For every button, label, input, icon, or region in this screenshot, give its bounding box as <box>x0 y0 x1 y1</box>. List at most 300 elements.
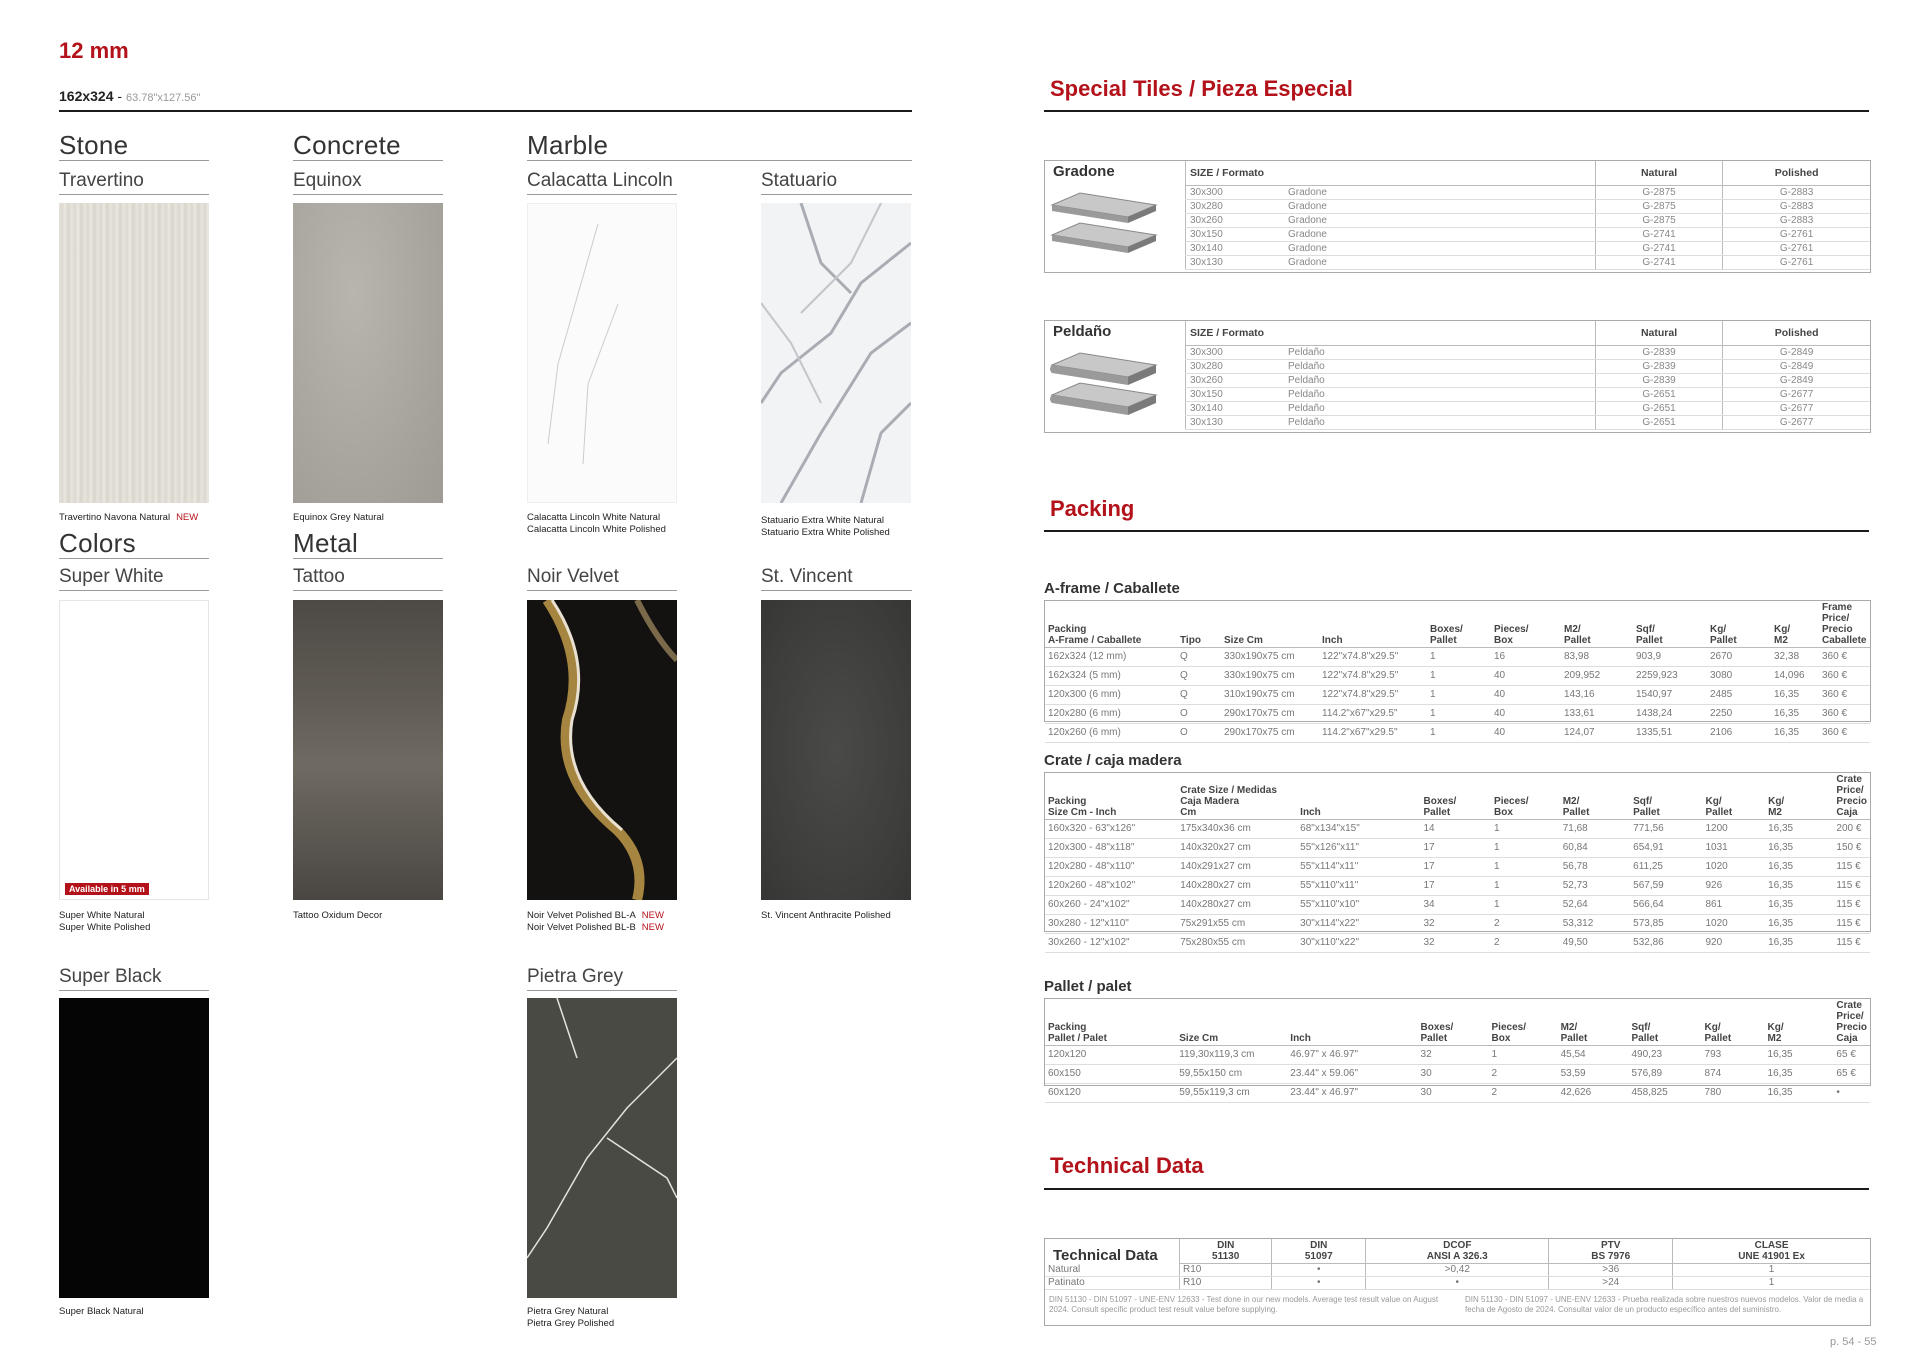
page-number: p. 54 - 55 <box>1830 1336 1877 1348</box>
table-cell: 458,825 <box>1629 1084 1702 1103</box>
table-row <box>1045 839 1870 858</box>
table-cell: 56,78 <box>1560 858 1630 877</box>
table-cell: 32 <box>1421 934 1492 953</box>
table-cell: 567,59 <box>1630 877 1702 896</box>
table-cell: Peldaño <box>1284 374 1595 388</box>
divider <box>59 160 209 161</box>
header-line: Pallet <box>1420 1033 1448 1044</box>
table-cell: 32 <box>1418 1046 1489 1065</box>
table-row <box>1186 346 1871 360</box>
peldano-step-icon <box>1050 351 1158 423</box>
table-cell: 52,64 <box>1560 896 1630 915</box>
format-divider <box>59 110 912 112</box>
table-cell: 30x300 <box>1186 346 1285 360</box>
table-cell: 59,55x150 cm <box>1176 1065 1287 1084</box>
table-cell: 55"x110"x11" <box>1297 877 1420 896</box>
caption-line: Calacatta Lincoln White Natural <box>527 512 661 523</box>
table-cell: G-2761 <box>1723 242 1870 256</box>
table-cell: 2670 <box>1707 648 1771 667</box>
header-line: Boxes/ <box>1420 1022 1454 1033</box>
header-line: Size Cm - Inch <box>1048 807 1117 818</box>
divider <box>761 590 912 591</box>
header-line: Pieces/ <box>1494 624 1529 635</box>
table-cell: 1 <box>1489 1046 1558 1065</box>
table-cell: 903,9 <box>1633 648 1707 667</box>
column-header <box>1549 1239 1673 1264</box>
table-row <box>1045 1264 1870 1277</box>
table-cell: 14,096 <box>1771 667 1819 686</box>
table-cell: 30"x110"x22" <box>1297 934 1420 953</box>
tech-box-title: Technical Data <box>1053 1247 1158 1264</box>
crate-title: Crate / caja madera <box>1044 752 1182 769</box>
table-cell: 532,86 <box>1630 934 1702 953</box>
divider <box>293 558 443 559</box>
tile-name-noir-velvet: Noir Velvet <box>527 566 619 587</box>
table-cell: 1 <box>1427 648 1491 667</box>
table-cell: 2 <box>1491 915 1560 934</box>
column-header <box>1819 601 1870 648</box>
table-row <box>1186 374 1871 388</box>
table-cell: Gradone <box>1284 214 1595 228</box>
table-row <box>1186 388 1871 402</box>
header-line: Sqf/ <box>1636 624 1655 635</box>
table-cell: 75x291x55 cm <box>1177 915 1297 934</box>
tile-image-tattoo <box>293 600 443 900</box>
table-cell: 122"x74.8"x29.5" <box>1319 648 1427 667</box>
table-cell: 30x260 <box>1186 214 1285 228</box>
caption-statuario <box>761 515 890 539</box>
new-badge: NEW <box>176 512 199 523</box>
table-cell: G-2651 <box>1595 416 1722 430</box>
table-cell: Peldaño <box>1284 402 1595 416</box>
header-natural: Natural <box>1595 321 1722 346</box>
header-line: Box <box>1491 1033 1511 1044</box>
table-cell: 120x120 <box>1045 1046 1176 1065</box>
divider <box>59 590 209 591</box>
table-cell: 1 <box>1673 1264 1870 1277</box>
table-row <box>1186 228 1871 242</box>
column-header <box>1491 773 1560 820</box>
table-cell: 30x140 <box>1186 402 1285 416</box>
table-cell: 2 <box>1491 934 1560 953</box>
caption-line: Super White Natural <box>59 910 145 921</box>
table-cell: 115 € <box>1833 896 1870 915</box>
marble-veins-icon <box>761 203 911 503</box>
special-divider <box>1044 110 1869 112</box>
header-line: Box <box>1494 635 1513 646</box>
table-cell: 771,56 <box>1630 820 1702 839</box>
column-header <box>1177 601 1221 648</box>
header-line: DCOF <box>1443 1240 1472 1251</box>
column-header <box>1427 601 1491 648</box>
header-line: UNE 41901 Ex <box>1738 1251 1805 1262</box>
header-line: Sqf/ <box>1631 1022 1651 1033</box>
caption-line: Statuario Extra White Polished <box>761 527 890 538</box>
divider <box>293 590 443 591</box>
table-cell: 140x280x27 cm <box>1177 877 1297 896</box>
table-cell: 30x280 - 12"x110" <box>1045 915 1177 934</box>
table-cell: 46.97" x 46.97" <box>1287 1046 1417 1065</box>
packing-title: Packing <box>1050 496 1135 521</box>
table-cell: 1438,24 <box>1633 705 1707 724</box>
table-row <box>1045 820 1870 839</box>
table-cell: G-2677 <box>1723 402 1870 416</box>
column-header <box>1045 999 1176 1046</box>
table-cell: 55"x114"x11" <box>1297 858 1420 877</box>
table-cell: 60x120 <box>1045 1084 1176 1103</box>
table-cell: 2485 <box>1707 686 1771 705</box>
table-cell: 16,35 <box>1771 705 1819 724</box>
header-line: BS 7976 <box>1591 1251 1631 1262</box>
table-cell: G-2651 <box>1595 402 1722 416</box>
table-cell: 160x320 - 63"x126" <box>1045 820 1177 839</box>
table-cell: 162x324 (12 mm) <box>1045 648 1177 667</box>
table-cell: 55"x110"x10" <box>1297 896 1420 915</box>
peldano-table <box>1185 321 1870 430</box>
category-colors: Colors <box>59 528 136 558</box>
table-cell: 55"x126"x11" <box>1297 839 1420 858</box>
header-size: SIZE / Formato <box>1186 321 1596 346</box>
table-cell: 17 <box>1421 858 1492 877</box>
table-cell: 175x340x36 cm <box>1177 820 1297 839</box>
tile-image-calacatta <box>527 203 677 503</box>
table-cell: 30 <box>1418 1065 1489 1084</box>
table-cell: G-2883 <box>1723 214 1870 228</box>
table-cell: 360 € <box>1819 705 1870 724</box>
table-cell: 861 <box>1702 896 1765 915</box>
column-header <box>1833 773 1870 820</box>
column-header <box>1833 999 1870 1046</box>
column-header <box>1297 773 1420 820</box>
divider <box>761 194 912 195</box>
header-size: SIZE / Formato <box>1186 161 1596 186</box>
header-line: Kg/ <box>1774 624 1791 635</box>
table-row <box>1186 256 1871 270</box>
peldano-title: Peldaño <box>1053 323 1112 340</box>
caption-line: Super White Polished <box>59 922 151 933</box>
header-line: Crate Price/ <box>1836 1000 1864 1022</box>
table-cell: G-2741 <box>1595 242 1722 256</box>
caption-line: Noir Velvet Polished BL-B <box>527 922 636 933</box>
special-tiles-title: Special Tiles / Pieza Especial <box>1050 76 1353 101</box>
column-header <box>1366 1239 1549 1264</box>
column-header <box>1272 1239 1366 1264</box>
table-cell: 34 <box>1421 896 1492 915</box>
column-header <box>1561 601 1633 648</box>
table-cell: 2 <box>1489 1065 1558 1084</box>
category-concrete: Concrete <box>293 130 401 160</box>
table-cell: 16,35 <box>1765 934 1833 953</box>
header-line: M2 <box>1767 1033 1782 1044</box>
table-cell: 60x150 <box>1045 1065 1176 1084</box>
table-cell: 1020 <box>1702 858 1765 877</box>
table-cell: 120x300 (6 mm) <box>1045 686 1177 705</box>
table-cell: G-2875 <box>1595 200 1722 214</box>
table-cell: G-2849 <box>1723 374 1870 388</box>
table-row <box>1186 416 1871 430</box>
format-inch: 63.78"x127.56" <box>125 92 201 104</box>
table-cell: G-2651 <box>1595 388 1722 402</box>
header-line: Kg/ <box>1705 796 1722 807</box>
table-row <box>1045 1065 1870 1084</box>
header-line: Pallet <box>1560 1033 1588 1044</box>
table-cell: 83,98 <box>1561 648 1633 667</box>
tile-image-super-black <box>59 998 209 1298</box>
table-cell: 71,68 <box>1560 820 1630 839</box>
table-row <box>1186 200 1871 214</box>
table-cell: 3080 <box>1707 667 1771 686</box>
table-cell: 310x190x75 cm <box>1221 686 1319 705</box>
header-line: Pallet <box>1633 807 1660 818</box>
table-cell: 120x260 - 48"x102" <box>1045 877 1177 896</box>
column-header <box>1765 999 1834 1046</box>
table-cell: 566,64 <box>1630 896 1702 915</box>
caption-st-vincent: St. Vincent Anthracite Polished <box>761 910 891 921</box>
table-cell: 1 <box>1491 820 1560 839</box>
table-cell: 16 <box>1491 648 1561 667</box>
divider <box>527 990 677 991</box>
format-label <box>59 88 200 104</box>
caption-super-white <box>59 910 150 934</box>
table-cell: Gradone <box>1284 200 1595 214</box>
aframe-title: A-frame / Caballete <box>1044 580 1180 597</box>
table-cell: 1031 <box>1702 839 1765 858</box>
column-header <box>1771 601 1819 648</box>
table-cell: 2106 <box>1707 724 1771 743</box>
header-line: Pallet <box>1562 807 1590 818</box>
table-cell: G-2741 <box>1595 256 1722 270</box>
table-cell: 30x130 <box>1186 256 1285 270</box>
divider <box>527 194 677 195</box>
header-line: Boxes/ <box>1430 624 1463 635</box>
table-cell: 68"x134"x15" <box>1297 820 1420 839</box>
header-line: Boxes/ <box>1423 796 1457 807</box>
header-line: DIN <box>1217 1240 1235 1251</box>
table-cell: 140x291x27 cm <box>1177 858 1297 877</box>
table-cell: 1200 <box>1702 820 1765 839</box>
table-cell: 150 € <box>1833 839 1870 858</box>
aframe-table <box>1045 601 1870 743</box>
table-cell: 115 € <box>1833 858 1870 877</box>
header-polished: Polished <box>1723 321 1870 346</box>
table-row <box>1045 915 1870 934</box>
table-cell: O <box>1177 724 1221 743</box>
table-cell: 30 <box>1418 1084 1489 1103</box>
header-line: Precio Caja <box>1836 796 1867 818</box>
header-line: Tipo <box>1180 635 1201 646</box>
column-header <box>1221 601 1319 648</box>
format-size: 162x324 <box>59 88 114 104</box>
tile-image-super-white <box>59 600 209 900</box>
table-row <box>1045 1277 1870 1290</box>
table-cell: 120x300 - 48"x118" <box>1045 839 1177 858</box>
table-cell: G-2839 <box>1595 360 1722 374</box>
table-cell: 162x324 (5 mm) <box>1045 667 1177 686</box>
peldano-box <box>1044 320 1871 433</box>
table-cell: 1335,51 <box>1633 724 1707 743</box>
table-cell: Gradone <box>1284 242 1595 256</box>
tile-name-calacatta: Calacatta Lincoln <box>527 170 673 191</box>
table-cell: 30x140 <box>1186 242 1285 256</box>
header-line: ANSI A 326.3 <box>1426 1251 1488 1262</box>
new-badge: NEW <box>641 922 664 933</box>
header-line: M2 <box>1774 635 1788 646</box>
aframe-box <box>1044 600 1871 738</box>
table-cell: G-2875 <box>1595 186 1722 200</box>
table-cell: 1540,97 <box>1633 686 1707 705</box>
header-polished: Polished <box>1723 161 1870 186</box>
header-line: Kg/ <box>1710 624 1727 635</box>
header-line: Pallet <box>1564 635 1591 646</box>
caption-line: Pietra Grey Polished <box>527 1318 615 1329</box>
column-header <box>1045 773 1177 820</box>
table-cell: 16,35 <box>1765 1065 1834 1084</box>
caption-pietra-grey <box>527 1306 614 1330</box>
table-cell: 40 <box>1491 705 1561 724</box>
header-line: Packing <box>1048 624 1087 635</box>
tech-table <box>1045 1239 1870 1290</box>
table-cell: 290x170x75 cm <box>1221 705 1319 724</box>
header-natural: Natural <box>1595 161 1722 186</box>
column-header <box>1630 773 1702 820</box>
header-line: Pallet <box>1423 807 1451 818</box>
tile-image-pietra-grey <box>527 998 677 1298</box>
table-cell: 1 <box>1491 877 1560 896</box>
gradone-step-icon <box>1050 191 1158 263</box>
table-cell: 124,07 <box>1561 724 1633 743</box>
gradone-title: Gradone <box>1053 163 1115 180</box>
table-cell: 30x130 <box>1186 416 1285 430</box>
table-cell: 30x280 <box>1186 200 1285 214</box>
category-super-black: Super Black <box>59 966 162 987</box>
table-cell: 360 € <box>1819 667 1870 686</box>
table-cell: 120x280 (6 mm) <box>1045 705 1177 724</box>
column-header <box>1707 601 1771 648</box>
table-cell: 16,35 <box>1765 915 1833 934</box>
column-header <box>1702 999 1765 1046</box>
table-cell: R10 <box>1180 1264 1272 1277</box>
table-cell: 133,61 <box>1561 705 1633 724</box>
table-cell: 140x320x27 cm <box>1177 839 1297 858</box>
table-row <box>1045 667 1870 686</box>
header-line: Pallet <box>1636 635 1663 646</box>
caption-equinox: Equinox Grey Natural <box>293 512 384 523</box>
table-cell: 920 <box>1702 934 1765 953</box>
header-line: Packing <box>1048 1022 1087 1033</box>
table-cell: 114.2"x67"x29.5" <box>1319 705 1427 724</box>
table-cell: 120x280 - 48"x110" <box>1045 858 1177 877</box>
table-cell: 874 <box>1702 1065 1765 1084</box>
divider <box>59 558 209 559</box>
caption-super-black: Super Black Natural <box>59 1306 144 1317</box>
table-cell: 290x170x75 cm <box>1221 724 1319 743</box>
marble-veins-icon <box>528 204 676 502</box>
table-cell: 65 € <box>1833 1046 1870 1065</box>
table-cell: 30x150 <box>1186 388 1285 402</box>
tile-name-tattoo: Tattoo <box>293 566 345 587</box>
table-cell: Gradone <box>1284 186 1595 200</box>
table-cell: 2 <box>1489 1084 1558 1103</box>
table-cell: Peldaño <box>1284 416 1595 430</box>
header-line: Pallet <box>1705 807 1733 818</box>
header-line: Cm <box>1180 807 1197 818</box>
table-cell: 360 € <box>1819 724 1870 743</box>
table-cell: 59,55x119,3 cm <box>1176 1084 1287 1103</box>
table-cell: G-2849 <box>1723 360 1870 374</box>
header-line: Pieces/ <box>1494 796 1529 807</box>
divider <box>293 194 443 195</box>
table-cell: G-2875 <box>1595 214 1722 228</box>
header-line: Precio Caballete <box>1822 624 1867 646</box>
table-cell: Natural <box>1045 1264 1180 1277</box>
availability-badge: Available in 5 mm <box>65 883 149 895</box>
caption-calacatta <box>527 512 666 536</box>
table-cell: 330x190x75 cm <box>1221 667 1319 686</box>
caption-line: Travertino Navona Natural <box>59 512 171 523</box>
table-cell: 65 € <box>1833 1065 1870 1084</box>
table-row <box>1186 402 1871 416</box>
table-cell: 52,73 <box>1560 877 1630 896</box>
caption-line: Noir Velvet Polished BL-A <box>527 910 636 921</box>
header-line: Size Cm <box>1224 635 1263 646</box>
gradone-table <box>1185 161 1870 270</box>
tech-note-en: DIN 51130 - DIN 51097 - UNE-ENV 12633 - Test done in our new models. Average test result value on August 2024. Consult specific product test result value before supplying. <box>1049 1295 1439 1314</box>
caption-line: Pietra Grey Natural <box>527 1306 609 1317</box>
table-cell: >24 <box>1549 1277 1673 1290</box>
table-cell: 60,84 <box>1560 839 1630 858</box>
table-cell: 23.44" x 59.06" <box>1287 1065 1417 1084</box>
table-cell: 1020 <box>1702 915 1765 934</box>
column-header <box>1045 601 1177 648</box>
divider <box>293 160 443 161</box>
tech-note-es: DIN 51130 - DIN 51097 - UNE-ENV 12633 - Prueba realizada sobre nuestros nuevos modelos. Valor de media a fecha de Agosto de 2024. Consultar valor de un producto específico antes del suministro. <box>1465 1295 1864 1314</box>
caption-tattoo: Tattoo Oxidum Decor <box>293 910 383 921</box>
table-cell: 16,35 <box>1765 877 1833 896</box>
table-cell: Gradone <box>1284 228 1595 242</box>
pallet-table <box>1045 999 1870 1103</box>
table-cell: 793 <box>1702 1046 1765 1065</box>
table-cell: 576,89 <box>1629 1065 1702 1084</box>
header-line: M2 <box>1768 807 1782 818</box>
table-cell: 53,312 <box>1560 915 1630 934</box>
gradone-box <box>1044 160 1871 273</box>
table-cell: 122"x74.8"x29.5" <box>1319 686 1427 705</box>
tile-name-equinox: Equinox <box>293 170 362 191</box>
divider <box>59 194 209 195</box>
table-cell: 1 <box>1491 839 1560 858</box>
table-cell: 115 € <box>1833 934 1870 953</box>
header-line: Pallet <box>1430 635 1457 646</box>
table-cell: 120x260 (6 mm) <box>1045 724 1177 743</box>
table-cell: 1 <box>1427 667 1491 686</box>
header-line: Sqf/ <box>1633 796 1653 807</box>
table-cell: 16,35 <box>1765 820 1833 839</box>
table-cell: 143,16 <box>1561 686 1633 705</box>
table-cell: 573,85 <box>1630 915 1702 934</box>
table-cell: 490,23 <box>1629 1046 1702 1065</box>
header-line: CLASE <box>1754 1240 1789 1251</box>
header-line: Inch <box>1290 1033 1311 1044</box>
table-cell: 17 <box>1421 877 1492 896</box>
table-row <box>1045 877 1870 896</box>
table-row <box>1045 705 1870 724</box>
category-marble: Marble <box>527 130 609 160</box>
table-cell: 49,50 <box>1560 934 1630 953</box>
header-line: A-Frame / Caballete <box>1048 635 1142 646</box>
table-cell: 16,35 <box>1771 724 1819 743</box>
column-header <box>1489 999 1558 1046</box>
table-row <box>1045 1084 1870 1103</box>
